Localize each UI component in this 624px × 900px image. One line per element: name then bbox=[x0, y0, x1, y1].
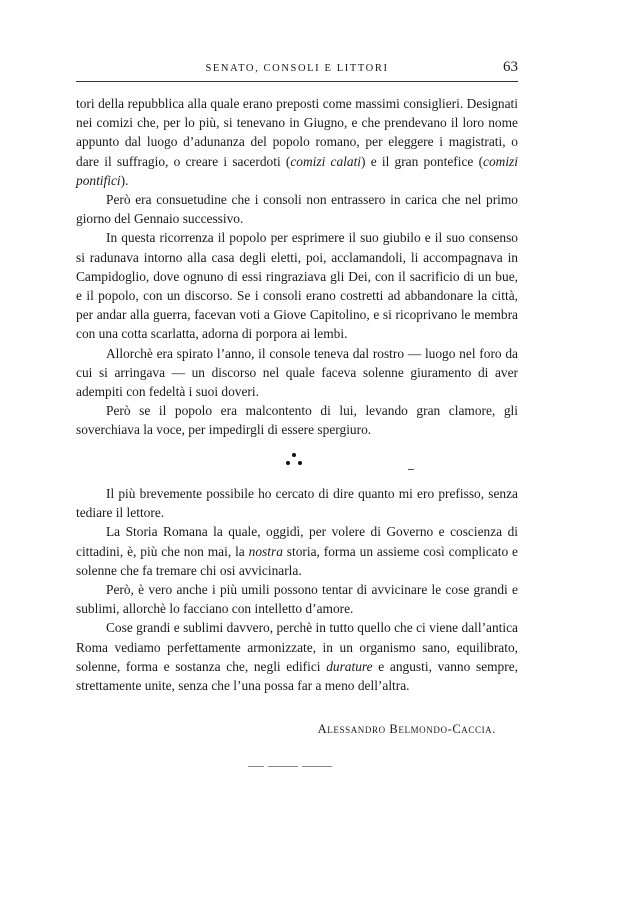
running-title: SENATO, CONSOLI E LITTORI bbox=[205, 63, 389, 74]
paragraph: La Storia Romana la quale, oggidì, per volere di Governo e coscienza di cittadini, è, più che non mai, la nostra storia, forma un assieme così complicato e solenne che fa tremare chi osi avvicinarla. bbox=[76, 524, 519, 578]
end-rule-left bbox=[248, 766, 264, 767]
body-text-main bbox=[76, 94, 518, 440]
paragraph: Però, è vero anche i più umili possono tentar di avvicinare le cose grandi e sublimi, allorchè lo facciano con intelletto d’amore. bbox=[76, 582, 518, 617]
paragraph: Però se il popolo era malcontento di lui, levando gran clamore, gli soverchiava la voce, per impedirgli di essere spergiuro. bbox=[76, 403, 518, 438]
paragraph: Allorchè era spirato l’anno, il console teneva dal rostro — luogo nel foro da cui si arringava — un discorso nel quale faceva solenne giuramento di aver adempiti con fedeltà i suoi doveri. bbox=[76, 345, 518, 400]
paragraph: In questa ricorrenza il popolo per esprimere il suo giubilo e il suo consenso si radunava intorno alla casa degli eletti, poi, acclamandoli, li accompagnava in Campidoglio, dove ognuno di essi ringraziava gli Dei, con il sacrificio di un bue, e il popolo, con un discorso. Se i consoli erano costretti ad abbandonare la città, per andar alla guerra, facevan voti a Giove Capitolino, e si ricoprivano le membra con una cotta scarlatta, adorna di porpora ai lembi. bbox=[76, 230, 518, 342]
page-header bbox=[76, 60, 518, 80]
section-break-asterism bbox=[286, 452, 306, 468]
end-rule-right bbox=[302, 766, 332, 767]
stray-mark bbox=[408, 469, 414, 470]
paragraph: Il più brevemente possibile ho cercato di dire quanto mi ero prefisso, senza tediare il lettore. bbox=[76, 486, 518, 521]
body-text-conclusion bbox=[76, 484, 518, 695]
end-rule-middle bbox=[268, 766, 298, 767]
paragraph: tori della repubblica alla quale erano preposti come massimi consiglieri. Designati nei comizi che, per lo più, si tenevano in Giugno, e che prendevano il loro nome appunto dal luogo d’adunanza del popolo romano, per eleggere i magistrati, o dare il suffragio, o creare i sacerdoti (comizi calati) e il gran pontefice (comizi pontifici). bbox=[76, 96, 518, 188]
page-number: 63 bbox=[503, 59, 518, 75]
paragraph: Però era consuetudine che i consoli non entrassero in carica che nel primo giorno del Gennaio successivo. bbox=[76, 192, 518, 227]
header-rule bbox=[76, 81, 518, 82]
paragraph: Cose grandi e sublimi davvero, perchè in tutto quello che ci viene dall’antica Roma vediamo perfettamente armonizzate, in un organismo sano, equilibrato, solenne, forma e sostanza che, negli edifici durature e angusti, vanno sempre, strettamente unite, senza che l’una possa far a meno dell’altra. bbox=[76, 620, 519, 694]
author-signature: Alessandro Belmondo-Caccia. bbox=[317, 722, 496, 736]
